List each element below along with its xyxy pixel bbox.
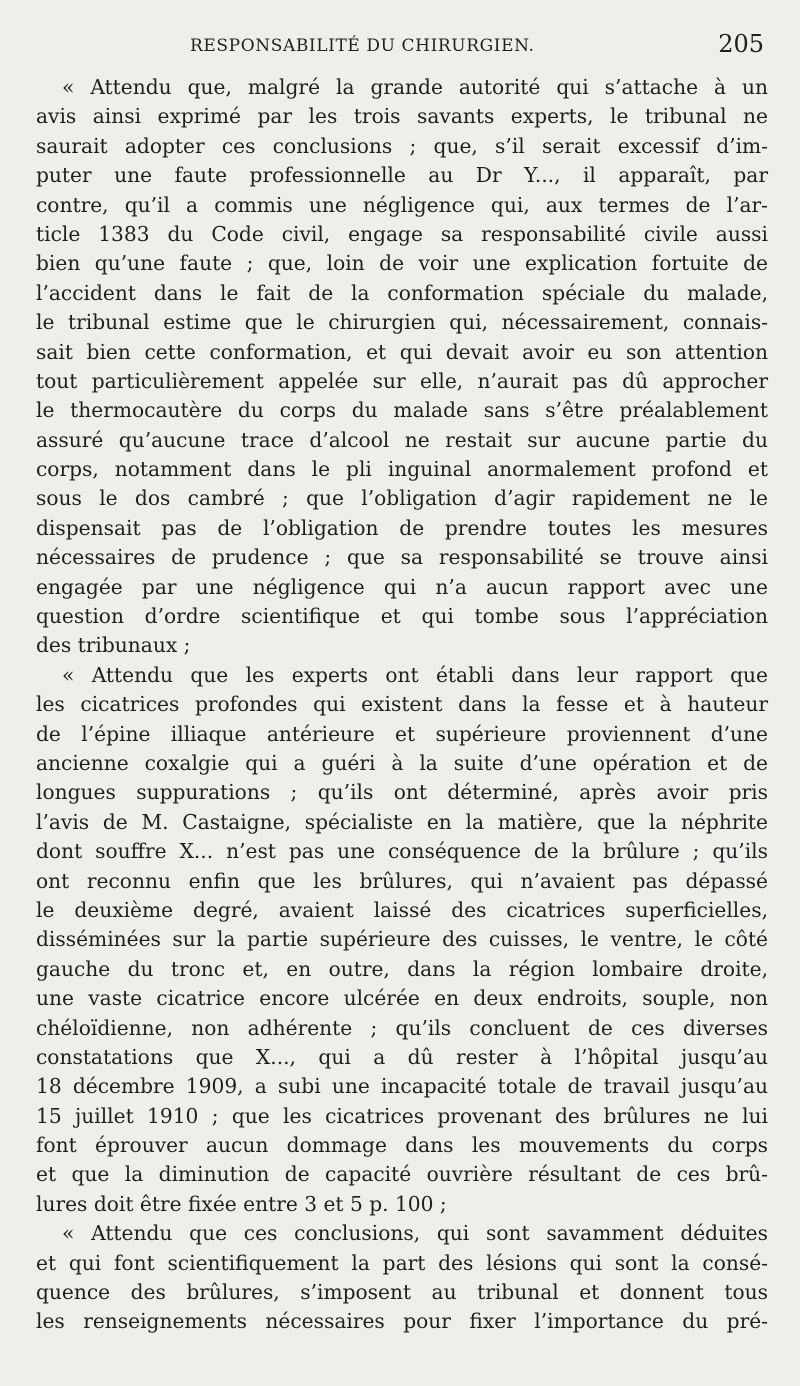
text-line: des tribunaux ; [36,633,191,658]
text-line: les cicatrices profondes qui existent dans la fesse et à hauteur [36,692,768,717]
body-text [36,73,768,1337]
text-line: « Attendu que, malgré la grande autorité qui s’attache à un [62,75,768,99]
text-line: dispensait pas de l’obligation de prendre toutes les mesures [36,515,768,540]
text-line: font éprouver aucun dommage dans les mouvements du corps [36,1133,768,1158]
text-line: constatations que X..., qui a dû rester à l’hôpital jusqu’au [36,1044,768,1069]
text-line: l’accident dans le fait de la conformation spéciale du malade, [36,280,768,305]
page-number: 205 [718,30,764,58]
text-line: une vaste cicatrice encore ulcérée en deux endroits, souple, non [36,986,768,1011]
text-line: gauche du tronc et, en outre, dans la région lombaire droite, [36,956,768,981]
text-line: chéloïdienne, non adhérente ; qu’ils concluent de ces diverses [36,1015,768,1040]
text-line: bien qu’une faute ; que, loin de voir une explication fortuite de [36,251,768,276]
text-line: ancienne coxalgie qui a guéri à la suite d’une opération et de [36,750,768,775]
paragraph [36,73,768,661]
text-line: de l’épine illiaque antérieure et supérieure proviennent d’une [36,721,768,746]
text-line: saurait adopter ces conclusions ; que, s’il serait excessif d’im- [36,133,768,158]
text-line: le tribunal estime que le chirurgien qui, nécessairement, connais- [36,310,768,335]
text-line: les renseignements nécessaires pour fixer l’importance du pré- [36,1309,768,1334]
text-line: le deuxième degré, avaient laissé des cicatrices superficielles, [36,897,768,922]
text-line: l’avis de M. Castaigne, spécialiste en la matière, que la néphrite [36,809,768,834]
text-line: question d’ordre scientifique et qui tombe sous l’appréciation [36,604,768,629]
text-line: sait bien cette conformation, et qui devait avoir eu son attention [36,339,768,364]
paragraph [36,1219,768,1337]
running-title: RESPONSABILITÉ DU CHIRURGIEN. [190,36,535,56]
text-line: sous le dos cambré ; que l’obligation d’agir rapidement ne le [36,486,768,511]
text-line: assuré qu’aucune trace d’alcool ne restait sur aucune partie du [36,427,768,452]
text-line: quence des brûlures, s’imposent au tribunal et donnent tous [36,1280,768,1305]
text-line: ticle 1383 du Code civil, engage sa responsabilité civile aussi [36,221,768,246]
paragraph [36,661,768,1219]
text-line: « Attendu que les experts ont établi dans leur rapport que [62,662,768,687]
text-line: tout particulièrement appelée sur elle, n’aurait pas dû approcher [36,368,768,393]
text-line: avis ainsi exprimé par les trois savants experts, le tribunal ne [36,104,768,129]
text-line: 15 juillet 1910 ; que les cicatrices provenant des brûlures ne lui [36,1103,768,1128]
text-line: ont reconnu enfin que les brûlures, qui n’avaient pas dépassé [36,868,768,893]
text-line: nécessaires de prudence ; que sa responsabilité se trouve ainsi [36,545,768,570]
text-line: et que la diminution de capacité ouvrière résultant de ces brû- [36,1162,768,1187]
text-line: puter une faute professionnelle au Dr Y..., il apparaît, par [36,163,768,188]
text-line: contre, qu’il a commis une négligence qui, aux termes de l’ar- [36,192,768,217]
text-line: engagée par une négligence qui n’a aucun rapport avec une [36,574,768,599]
text-line: corps, notamment dans le pli inguinal anormalement profond et [36,457,768,482]
page-header [0,30,800,62]
text-line: le thermocautère du corps du malade sans s’être préalablement [36,398,768,423]
text-line: et qui font scientifiquement la part des lésions qui sont la consé- [36,1250,768,1275]
text-line: 18 décembre 1909, a subi une incapacité totale de travail jusqu’au [36,1074,768,1099]
text-line: longues suppurations ; qu’ils ont déterminé, après avoir pris [36,780,768,805]
text-line: lures doit être fixée entre 3 et 5 p. 100 ; [36,1191,447,1216]
text-line: disséminées sur la partie supérieure des cuisses, le ventre, le côté [36,927,768,952]
text-line: dont souffre X... n’est pas une conséquence de la brûlure ; qu’ils [36,839,768,864]
text-line: « Attendu que ces conclusions, qui sont savamment déduites [62,1221,768,1246]
